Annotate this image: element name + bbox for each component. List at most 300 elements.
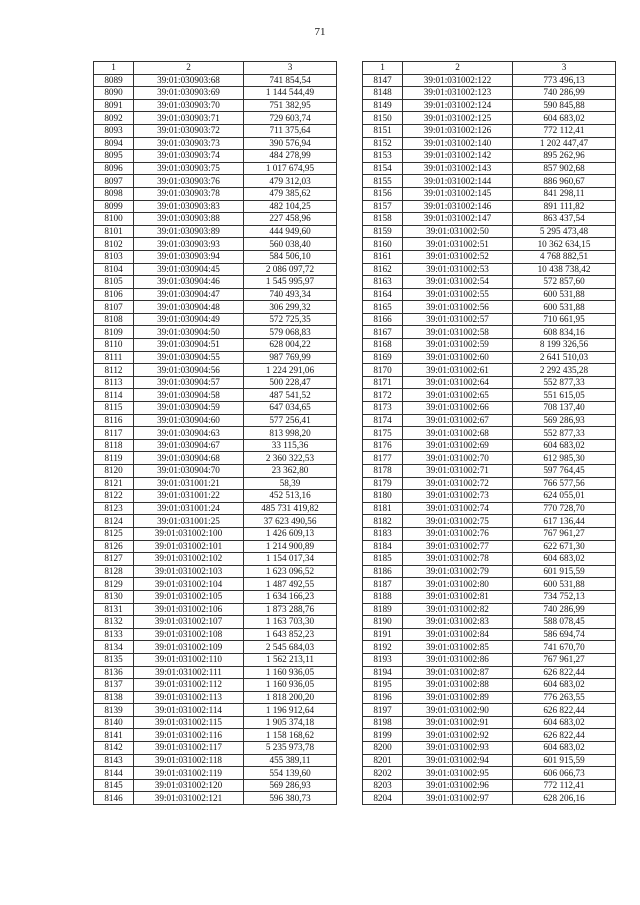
value-cell: 33 115,36 <box>244 439 337 452</box>
table-row <box>363 641 616 654</box>
cadastral-number-cell: 39:01:030904:49 <box>134 313 244 326</box>
value-cell: 551 615,05 <box>513 389 616 402</box>
value-cell: 1 634 166,23 <box>244 590 337 603</box>
row-number-cell: 8198 <box>363 716 403 729</box>
table-row <box>363 376 616 389</box>
cadastral-number-cell: 39:01:031002:110 <box>134 653 244 666</box>
cadastral-number-cell: 39:01:031002:101 <box>134 540 244 553</box>
value-cell: 600 531,88 <box>513 301 616 314</box>
value-cell: 1 154 017,34 <box>244 553 337 566</box>
cadastral-number-cell: 39:01:031002:91 <box>403 716 513 729</box>
row-number-cell: 8134 <box>94 641 134 654</box>
row-number-cell: 8151 <box>363 124 403 137</box>
row-number-cell: 8194 <box>363 666 403 679</box>
table-row <box>363 137 616 150</box>
table-row <box>94 653 337 666</box>
value-cell: 626 822,44 <box>513 666 616 679</box>
row-number-cell: 8138 <box>94 691 134 704</box>
row-number-cell: 8203 <box>363 779 403 792</box>
table-row <box>363 754 616 767</box>
cadastral-number-cell: 39:01:031002:78 <box>403 553 513 566</box>
cadastral-number-cell: 39:01:031002:122 <box>403 74 513 87</box>
cadastral-number-cell: 39:01:031002:57 <box>403 313 513 326</box>
row-number-cell: 8201 <box>363 754 403 767</box>
table-row <box>94 225 337 238</box>
table-row <box>94 187 337 200</box>
value-cell: 2 641 510,03 <box>513 351 616 364</box>
table-row <box>94 452 337 465</box>
row-number-cell: 8189 <box>363 603 403 616</box>
table-row <box>363 603 616 616</box>
cadastral-number-cell: 39:01:031002:103 <box>134 565 244 578</box>
cadastral-number-cell: 39:01:031002:56 <box>403 301 513 314</box>
cadastral-number-cell: 39:01:031002:97 <box>403 792 513 805</box>
row-number-cell: 8106 <box>94 288 134 301</box>
cadastral-number-cell: 39:01:031002:55 <box>403 288 513 301</box>
cadastral-number-cell: 39:01:030903:75 <box>134 162 244 175</box>
cadastral-number-cell: 39:01:030903:72 <box>134 124 244 137</box>
table-row <box>94 376 337 389</box>
row-number-cell: 8132 <box>94 616 134 629</box>
value-cell: 1 202 447,47 <box>513 137 616 150</box>
cadastral-number-cell: 39:01:031002:84 <box>403 628 513 641</box>
cadastral-number-cell: 39:01:030904:60 <box>134 414 244 427</box>
table-row <box>94 691 337 704</box>
row-number-cell: 8121 <box>94 477 134 490</box>
cadastral-number-cell: 39:01:031002:70 <box>403 452 513 465</box>
row-number-cell: 8109 <box>94 326 134 339</box>
value-cell: 767 961,27 <box>513 527 616 540</box>
cadastral-number-cell: 39:01:031002:66 <box>403 402 513 415</box>
value-cell: 552 877,33 <box>513 376 616 389</box>
table-row <box>94 250 337 263</box>
cadastral-number-cell: 39:01:031002:142 <box>403 150 513 163</box>
value-cell: 647 034,65 <box>244 402 337 415</box>
table-row <box>363 414 616 427</box>
row-number-cell: 8142 <box>94 742 134 755</box>
table-row <box>363 565 616 578</box>
table-row <box>363 527 616 540</box>
row-number-cell: 8172 <box>363 389 403 402</box>
row-number-cell: 8124 <box>94 515 134 528</box>
table-row <box>94 465 337 478</box>
value-cell: 622 671,30 <box>513 540 616 553</box>
row-number-cell: 8130 <box>94 590 134 603</box>
cadastral-number-cell: 39:01:031002:105 <box>134 590 244 603</box>
row-number-cell: 8101 <box>94 225 134 238</box>
value-cell: 608 834,16 <box>513 326 616 339</box>
cadastral-number-cell: 39:01:031002:67 <box>403 414 513 427</box>
value-cell: 596 380,73 <box>244 792 337 805</box>
row-number-cell: 8154 <box>363 162 403 175</box>
cadastral-number-cell: 39:01:031002:74 <box>403 502 513 515</box>
cadastral-number-cell: 39:01:030903:83 <box>134 200 244 213</box>
cadastral-number-cell: 39:01:031002:61 <box>403 364 513 377</box>
cadastral-number-cell: 39:01:030903:78 <box>134 187 244 200</box>
row-number-cell: 8160 <box>363 238 403 251</box>
row-number-cell: 8131 <box>94 603 134 616</box>
row-number-cell: 8095 <box>94 150 134 163</box>
value-cell: 987 769,99 <box>244 351 337 364</box>
table-row <box>94 263 337 276</box>
value-cell: 58,39 <box>244 477 337 490</box>
cadastral-number-cell: 39:01:031002:100 <box>134 527 244 540</box>
cadastral-number-cell: 39:01:031002:80 <box>403 578 513 591</box>
value-cell: 552 877,33 <box>513 427 616 440</box>
table-row <box>94 200 337 213</box>
value-cell: 569 286,93 <box>244 779 337 792</box>
value-cell: 10 438 738,42 <box>513 263 616 276</box>
cadastral-number-cell: 39:01:031002:68 <box>403 427 513 440</box>
table-row <box>363 452 616 465</box>
row-number-cell: 8090 <box>94 87 134 100</box>
value-cell: 500 228,47 <box>244 376 337 389</box>
row-number-cell: 8191 <box>363 628 403 641</box>
cadastral-number-cell: 39:01:031002:60 <box>403 351 513 364</box>
value-cell: 1 144 544,49 <box>244 87 337 100</box>
cadastral-number-cell: 39:01:031002:121 <box>134 792 244 805</box>
table-row <box>94 175 337 188</box>
table-row <box>94 326 337 339</box>
cadastral-number-cell: 39:01:031002:69 <box>403 439 513 452</box>
cadastral-number-cell: 39:01:030904:57 <box>134 376 244 389</box>
row-number-cell: 8143 <box>94 754 134 767</box>
row-number-cell: 8169 <box>363 351 403 364</box>
row-number-cell: 8119 <box>94 452 134 465</box>
table-row <box>94 578 337 591</box>
row-number-cell: 8175 <box>363 427 403 440</box>
value-cell: 741 854,54 <box>244 74 337 87</box>
cadastral-number-cell: 39:01:031002:52 <box>403 250 513 263</box>
value-cell: 741 670,70 <box>513 641 616 654</box>
table-row <box>94 779 337 792</box>
table-row <box>363 666 616 679</box>
row-number-cell: 8156 <box>363 187 403 200</box>
table-row <box>94 402 337 415</box>
row-number-cell: 8188 <box>363 590 403 603</box>
row-number-cell: 8171 <box>363 376 403 389</box>
row-number-cell: 8202 <box>363 767 403 780</box>
cadastral-number-cell: 39:01:030904:68 <box>134 452 244 465</box>
value-cell: 484 278,99 <box>244 150 337 163</box>
cadastral-number-cell: 39:01:031002:114 <box>134 704 244 717</box>
cadastral-number-cell: 39:01:031002:53 <box>403 263 513 276</box>
value-cell: 479 385,62 <box>244 187 337 200</box>
cadastral-number-cell: 39:01:031002:116 <box>134 729 244 742</box>
cadastral-number-cell: 39:01:030904:58 <box>134 389 244 402</box>
cadastral-number-cell: 39:01:031002:144 <box>403 175 513 188</box>
value-cell: 1 158 168,62 <box>244 729 337 742</box>
value-cell: 37 623 490,56 <box>244 515 337 528</box>
value-cell: 1 160 936,05 <box>244 666 337 679</box>
row-number-cell: 8113 <box>94 376 134 389</box>
table-row <box>363 389 616 402</box>
table-row <box>94 288 337 301</box>
cadastral-number-cell: 39:01:030903:88 <box>134 213 244 226</box>
value-cell: 626 822,44 <box>513 729 616 742</box>
row-number-cell: 8158 <box>363 213 403 226</box>
row-number-cell: 8137 <box>94 679 134 692</box>
value-cell: 554 139,60 <box>244 767 337 780</box>
value-cell: 487 541,52 <box>244 389 337 402</box>
cadastral-number-cell: 39:01:031002:92 <box>403 729 513 742</box>
table-row <box>94 339 337 352</box>
cadastral-number-cell: 39:01:031002:109 <box>134 641 244 654</box>
cadastral-number-cell: 39:01:031002:50 <box>403 225 513 238</box>
cadastral-number-cell: 39:01:030904:45 <box>134 263 244 276</box>
table-row <box>94 628 337 641</box>
row-number-cell: 8153 <box>363 150 403 163</box>
table-row <box>363 540 616 553</box>
row-number-cell: 8092 <box>94 112 134 125</box>
table-row <box>94 112 337 125</box>
table-row <box>363 578 616 591</box>
table-row <box>94 490 337 503</box>
row-number-cell: 8196 <box>363 691 403 704</box>
value-cell: 306 299,32 <box>244 301 337 314</box>
row-number-cell: 8136 <box>94 666 134 679</box>
table-row <box>94 616 337 629</box>
row-number-cell: 8181 <box>363 502 403 515</box>
cadastral-number-cell: 39:01:030904:67 <box>134 439 244 452</box>
table-row <box>94 641 337 654</box>
table-row <box>94 515 337 528</box>
value-cell: 1 562 213,11 <box>244 653 337 666</box>
row-number-cell: 8146 <box>94 792 134 805</box>
row-number-cell: 8133 <box>94 628 134 641</box>
cadastral-number-cell: 39:01:031002:112 <box>134 679 244 692</box>
value-cell: 617 136,44 <box>513 515 616 528</box>
value-cell: 773 496,13 <box>513 74 616 87</box>
row-number-cell: 8170 <box>363 364 403 377</box>
row-number-cell: 8122 <box>94 490 134 503</box>
value-cell: 590 845,88 <box>513 99 616 112</box>
row-number-cell: 8127 <box>94 553 134 566</box>
row-number-cell: 8120 <box>94 465 134 478</box>
cadastral-number-cell: 39:01:030903:71 <box>134 112 244 125</box>
cadastral-number-cell: 39:01:031002:59 <box>403 339 513 352</box>
column-header-2: 2 <box>403 62 513 75</box>
cadastral-number-cell: 39:01:031002:72 <box>403 477 513 490</box>
row-number-cell: 8178 <box>363 465 403 478</box>
value-cell: 772 112,41 <box>513 124 616 137</box>
value-cell: 5 295 473,48 <box>513 225 616 238</box>
row-number-cell: 8180 <box>363 490 403 503</box>
value-cell: 886 960,67 <box>513 175 616 188</box>
table-row <box>94 590 337 603</box>
value-cell: 604 683,02 <box>513 679 616 692</box>
row-number-cell: 8192 <box>363 641 403 654</box>
table-row <box>94 313 337 326</box>
table-row <box>363 238 616 251</box>
value-cell: 1 163 703,30 <box>244 616 337 629</box>
table-row <box>94 477 337 490</box>
table-row <box>363 477 616 490</box>
cadastral-number-cell: 39:01:030904:51 <box>134 339 244 352</box>
cadastral-number-cell: 39:01:031002:104 <box>134 578 244 591</box>
table-row <box>363 427 616 440</box>
value-cell: 772 112,41 <box>513 779 616 792</box>
table-row <box>363 339 616 352</box>
register-table-left <box>93 61 337 805</box>
table-row <box>94 74 337 87</box>
row-number-cell: 8110 <box>94 339 134 352</box>
row-number-cell: 8204 <box>363 792 403 805</box>
value-cell: 604 683,02 <box>513 716 616 729</box>
value-cell: 10 362 634,15 <box>513 238 616 251</box>
register-table-right <box>362 61 616 805</box>
table-row <box>363 99 616 112</box>
table-row <box>94 301 337 314</box>
table-row <box>94 87 337 100</box>
table-row <box>363 402 616 415</box>
row-number-cell: 8129 <box>94 578 134 591</box>
value-cell: 23 362,80 <box>244 465 337 478</box>
table-row <box>94 666 337 679</box>
row-number-cell: 8177 <box>363 452 403 465</box>
value-cell: 1 643 852,23 <box>244 628 337 641</box>
row-number-cell: 8125 <box>94 527 134 540</box>
row-number-cell: 8183 <box>363 527 403 540</box>
table-row <box>94 527 337 540</box>
cadastral-number-cell: 39:01:031002:76 <box>403 527 513 540</box>
value-cell: 586 694,74 <box>513 628 616 641</box>
row-number-cell: 8200 <box>363 742 403 755</box>
cadastral-number-cell: 39:01:031002:51 <box>403 238 513 251</box>
cadastral-number-cell: 39:01:031002:64 <box>403 376 513 389</box>
table-row <box>363 364 616 377</box>
value-cell: 482 104,25 <box>244 200 337 213</box>
value-cell: 597 764,45 <box>513 465 616 478</box>
cadastral-number-cell: 39:01:031002:85 <box>403 641 513 654</box>
table-header-row <box>94 62 337 75</box>
value-cell: 604 683,02 <box>513 112 616 125</box>
value-cell: 1 160 936,05 <box>244 679 337 692</box>
row-number-cell: 8148 <box>363 87 403 100</box>
table-row <box>94 364 337 377</box>
cadastral-number-cell: 39:01:031002:58 <box>403 326 513 339</box>
cadastral-number-cell: 39:01:031002:143 <box>403 162 513 175</box>
cadastral-number-cell: 39:01:031002:65 <box>403 389 513 402</box>
column-header-2: 2 <box>134 62 244 75</box>
cadastral-number-cell: 39:01:031002:115 <box>134 716 244 729</box>
table-row <box>94 754 337 767</box>
value-cell: 612 985,30 <box>513 452 616 465</box>
cadastral-number-cell: 39:01:031002:75 <box>403 515 513 528</box>
cadastral-number-cell: 39:01:031001:24 <box>134 502 244 515</box>
row-number-cell: 8155 <box>363 175 403 188</box>
row-number-cell: 8112 <box>94 364 134 377</box>
table-row <box>363 175 616 188</box>
cadastral-number-cell: 39:01:031002:82 <box>403 603 513 616</box>
cadastral-number-cell: 39:01:031002:81 <box>403 590 513 603</box>
value-cell: 891 111,82 <box>513 200 616 213</box>
cadastral-number-cell: 39:01:031002:146 <box>403 200 513 213</box>
row-number-cell: 8141 <box>94 729 134 742</box>
value-cell: 227 458,96 <box>244 213 337 226</box>
value-cell: 729 603,74 <box>244 112 337 125</box>
table-row <box>363 590 616 603</box>
value-cell: 2 545 684,03 <box>244 641 337 654</box>
row-number-cell: 8117 <box>94 427 134 440</box>
cadastral-number-cell: 39:01:031002:96 <box>403 779 513 792</box>
row-number-cell: 8162 <box>363 263 403 276</box>
cadastral-number-cell: 39:01:031002:90 <box>403 704 513 717</box>
table-row <box>363 351 616 364</box>
row-number-cell: 8100 <box>94 213 134 226</box>
cadastral-number-cell: 39:01:031002:83 <box>403 616 513 629</box>
value-cell: 600 531,88 <box>513 288 616 301</box>
row-number-cell: 8173 <box>363 402 403 415</box>
value-cell: 740 493,34 <box>244 288 337 301</box>
row-number-cell: 8096 <box>94 162 134 175</box>
table-header-row <box>363 62 616 75</box>
row-number-cell: 8147 <box>363 74 403 87</box>
value-cell: 626 822,44 <box>513 704 616 717</box>
value-cell: 1 905 374,18 <box>244 716 337 729</box>
value-cell: 572 857,60 <box>513 276 616 289</box>
value-cell: 1 224 291,06 <box>244 364 337 377</box>
table-row <box>94 137 337 150</box>
cadastral-number-cell: 39:01:031002:94 <box>403 754 513 767</box>
value-cell: 455 389,11 <box>244 754 337 767</box>
table-row <box>363 200 616 213</box>
row-number-cell: 8157 <box>363 200 403 213</box>
row-number-cell: 8098 <box>94 187 134 200</box>
table-row <box>363 465 616 478</box>
row-number-cell: 8135 <box>94 653 134 666</box>
cadastral-number-cell: 39:01:030903:89 <box>134 225 244 238</box>
table-row <box>363 628 616 641</box>
row-number-cell: 8193 <box>363 653 403 666</box>
row-number-cell: 8182 <box>363 515 403 528</box>
value-cell: 4 768 882,51 <box>513 250 616 263</box>
row-number-cell: 8179 <box>363 477 403 490</box>
table-row <box>363 679 616 692</box>
table-row <box>94 276 337 289</box>
table-row <box>363 502 616 515</box>
table-row <box>363 439 616 452</box>
row-number-cell: 8145 <box>94 779 134 792</box>
table-row <box>363 162 616 175</box>
value-cell: 1 623 096,52 <box>244 565 337 578</box>
table-row <box>94 704 337 717</box>
value-cell: 734 752,13 <box>513 590 616 603</box>
table-row <box>363 150 616 163</box>
cadastral-number-cell: 39:01:031002:119 <box>134 767 244 780</box>
value-cell: 710 661,95 <box>513 313 616 326</box>
cadastral-number-cell: 39:01:030904:48 <box>134 301 244 314</box>
page-number: 71 <box>314 26 326 38</box>
cadastral-number-cell: 39:01:030903:69 <box>134 87 244 100</box>
value-cell: 560 038,40 <box>244 238 337 251</box>
row-number-cell: 8107 <box>94 301 134 314</box>
row-number-cell: 8123 <box>94 502 134 515</box>
table-row <box>363 313 616 326</box>
table-row <box>94 427 337 440</box>
row-number-cell: 8190 <box>363 616 403 629</box>
table-row <box>94 389 337 402</box>
table-row <box>363 691 616 704</box>
cadastral-number-cell: 39:01:031002:147 <box>403 213 513 226</box>
table-row <box>94 603 337 616</box>
column-header-1: 1 <box>94 62 134 75</box>
cadastral-number-cell: 39:01:031002:118 <box>134 754 244 767</box>
value-cell: 1 873 288,76 <box>244 603 337 616</box>
value-cell: 857 902,68 <box>513 162 616 175</box>
cadastral-number-cell: 39:01:031002:73 <box>403 490 513 503</box>
cadastral-number-cell: 39:01:031002:111 <box>134 666 244 679</box>
